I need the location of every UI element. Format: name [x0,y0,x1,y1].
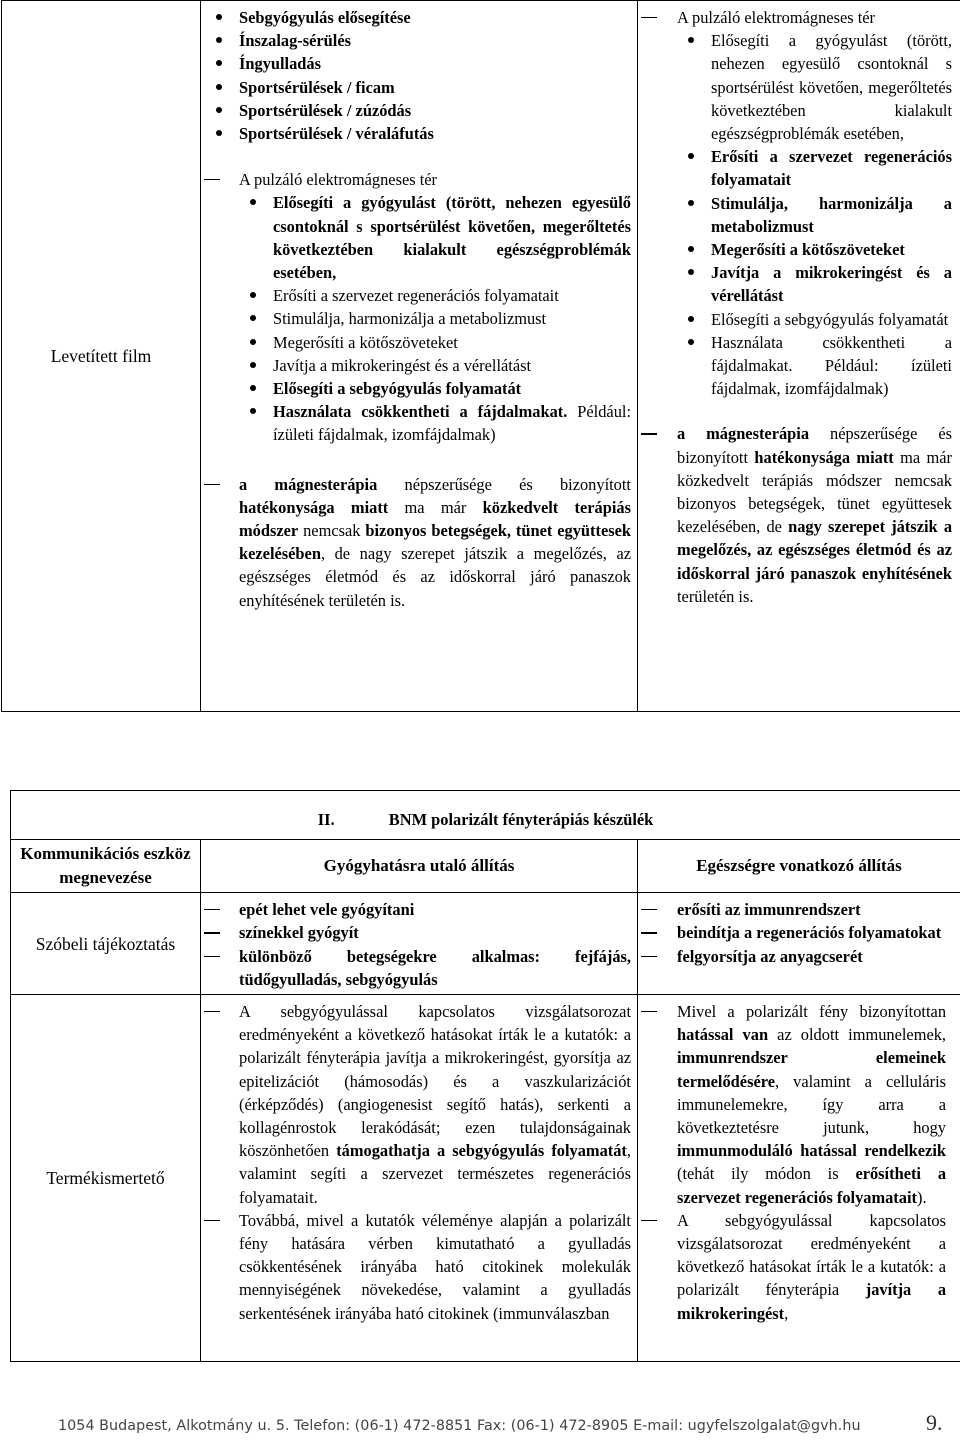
normal-text: A sebgyógyulással kapcsolatos vizsgálatsorozat eredményeként a következő hatásokat írták le a kutatók: a polarizált fényterápia javítja a mikrokeringést, gyorsítja az epitelizációt (hámosodás) és a vaszkularizációt (érképződés) (angiogenesist segítő hatás), serkenti a kollagénrostok lerakódását; ezen tulajdonságainak köszönhetően [239,1002,631,1161]
list-item: Sportsérülések / véraláfutás [201,122,631,145]
list-item [638,1000,946,1209]
section-number: II. [317,810,335,829]
bold-text: javítja a mikrokeringést [677,1280,947,1323]
bold-text: nagy szerepet játszik a megelőzés, az egészséges életmód és az időskorral járó panaszok enyhítésének [677,517,953,583]
row-label-film: Levetített film [2,1,201,712]
bold-text: a mágnesterápia [239,474,378,494]
list-item: Erősíti a szervezet regenerációs folyamatait [239,284,631,307]
bold-text: támogathatja a sebgyógyulás folyamatát [336,1141,627,1161]
dash-list [638,898,946,968]
bold-text: a mágnesterápia [677,424,810,444]
list-item: Ínszalag-sérülés [201,29,631,52]
dash-list [201,1000,631,1325]
header-health-claim: Egészségre vonatkozó állítás [638,840,960,893]
list-item: Javítja a mikrokeringést és a vérellátást [239,354,631,377]
list-item: különböző betegségekre alkalmas: fejfájás, tüdőgyulladás, sebgyógyulás [201,945,631,991]
film-health-claims [638,1,960,712]
bold-text: erősítheti a szervezet regenerációs folyamatait [677,1164,947,1207]
dash-list [201,898,631,991]
normal-text: ). [916,1187,927,1207]
section-title [11,791,960,840]
bold-text: hatással van [677,1025,769,1045]
list-item [201,1000,631,1209]
normal-text: az oldott immunelemek, [768,1025,947,1045]
dash-list [201,168,631,446]
header-therapeutic-claim: Gyógyhatásra utaló állítás [201,840,638,893]
dash-list [201,473,631,612]
normal-text: Például: ízületi fájdalmak, izomfájdalmak) [273,402,631,445]
row-label-brochure: Termékismertető [11,995,201,1362]
list-item: Elősegíti a sebgyógyulás folyamatát [677,308,952,331]
dash-title: A pulzáló elektromágneses tér [239,170,437,190]
list-item: Erősíti a szervezet regenerációs folyamatait [677,145,952,191]
list-item: Megerősíti a kötőszöveteket [677,238,952,261]
normal-text: területén is. [677,586,754,606]
list-item: Elősegíti a sebgyógyulás folyamatát [239,377,631,400]
oral-health-claims [638,893,960,995]
normal-text: népszerűsége és bizonyított [377,474,631,494]
row-label-oral: Szóbeli tájékoztatás [11,893,201,995]
bold-text: közkedvelt terápiás módszer [239,497,631,541]
list-item: Továbbá, mivel a kutatók véleménye alapján a polarizált fény hatására vérben kimutatható a gyulladás csökkentésének irányába ható citokinek molekulák mennyiségének növekedése, valamint a gyulladás serkentésének irányába ható citokinek (immunválaszban [201,1209,631,1325]
bold-text: immunrendszer elemeinek termelődésére [677,1048,947,1091]
dash-list [638,6,952,400]
list-item: Sportsérülések / ficam [201,76,631,99]
normal-text: , de nagy szerepet játszik a megelőzés, az egészséges életmód és az időskorral járó panaszok enyhítésének területén is. [239,544,631,610]
dash-item-magnet-therapy [201,473,631,612]
brochure-therapeutic-claims [201,995,638,1362]
normal-text: Mivel a polarizált fény bizonyítottan [677,1002,947,1022]
list-item: epét lehet vele gyógyítani [201,898,631,921]
list-item: Elősegíti a gyógyulást (törött, nehezen egyesülő csontoknál s sportsérülést követően, megerőltetés következtében kialakult egészségproblémák esetében, [239,191,631,284]
bold-text: Használata csökkentheti a fájdalmakat. [273,402,568,422]
dash-list [638,1000,946,1325]
list-item: beindítja a regenerációs folyamatokat [638,921,946,944]
list-item: Javítja a mikrokeringést és a vérellátást [677,261,952,307]
bold-text: hatékonysága miatt [239,497,389,517]
list-item: Elősegíti a gyógyulást (törött, nehezen egyesülő csontoknál s sportsérülést követően, megerőltetés következtében kialakult egészségproblémák esetében, [677,29,952,145]
list-item: Sebgyógyulás elősegítése [201,6,631,29]
film-therapeutic-claims [201,1,638,712]
normal-text: ma már közkedvelt terápiás módszer nemcsak bizonyos betegségek, tünet együttesek kezelésében, de [677,447,952,537]
normal-text: , [784,1303,789,1323]
section-heading: BNM polarizált fényterápiás készülék [388,810,654,829]
normal-text: (tehát ily módon is [677,1164,856,1184]
dash-item-pulsed-field [201,168,631,446]
sub-bullet-list [677,29,952,400]
brochure-health-claims [638,995,960,1362]
list-item [239,400,631,446]
page-footer-address: 1054 Budapest, Alkotmány u. 5. Telefon: (06-1) 472-8851 Fax: (06-1) 472-8905 E-mail: ugyfelszolgalat@gvh.hu [58,1418,861,1434]
bold-text: immunmoduláló hatással rendelkezik [677,1141,947,1161]
normal-text: , valamint a celluláris immunelemekre, így arra a következtetésre jutunk, hogy [677,1071,947,1138]
normal-text: , valamint segíti a szervezet természetes regenerációs folyamatait. [239,1141,631,1207]
header-channel: Kommunikációs eszköz megnevezése [11,840,201,893]
dash-list [638,422,952,608]
list-item: Sportsérülések / zúzódás [201,99,631,122]
dash-item-magnet-therapy [638,422,952,608]
dash-title: A pulzáló elektromágneses tér [677,8,875,27]
list-item: színekkel gyógyít [201,921,631,944]
film-claims-table [1,0,960,712]
list-item: felgyorsítja az anyagcserét [638,945,946,968]
bold-text: bizonyos betegségek, tünet együttesek kezelésében [239,521,631,564]
list-item: Íngyulladás [201,52,631,75]
top-bullet-list [201,6,631,145]
normal-text: nemcsak [298,521,366,541]
page-number: 9. [926,1410,943,1435]
list-item: Stimulálja, harmonizálja a metabolizmust [677,192,952,238]
normal-text: ma már [388,497,483,517]
dash-item-pulsed-field [638,6,952,400]
list-item: Stimulálja, harmonizálja a metabolizmust [239,307,631,330]
list-item [638,1209,946,1325]
normal-text: A sebgyógyulással kapcsolatos vizsgálatsorozat eredményeként a következő hatásokat írták le a kutatók: a polarizált fényterápia [677,1210,947,1300]
list-item: erősíti az immunrendszert [638,898,946,921]
list-item: Megerősíti a kötőszöveteket [239,331,631,354]
bnm-claims-table [10,790,960,1362]
sub-bullet-list [239,191,631,446]
normal-text: népszerűsége és bizonyított [677,424,952,467]
oral-therapeutic-claims [201,893,638,995]
bold-text: hatékonysága miatt [754,447,894,467]
list-item: Használata csökkentheti a fájdalmakat. Például: ízületi fájdalmak, izomfájdalmak) [677,331,952,401]
